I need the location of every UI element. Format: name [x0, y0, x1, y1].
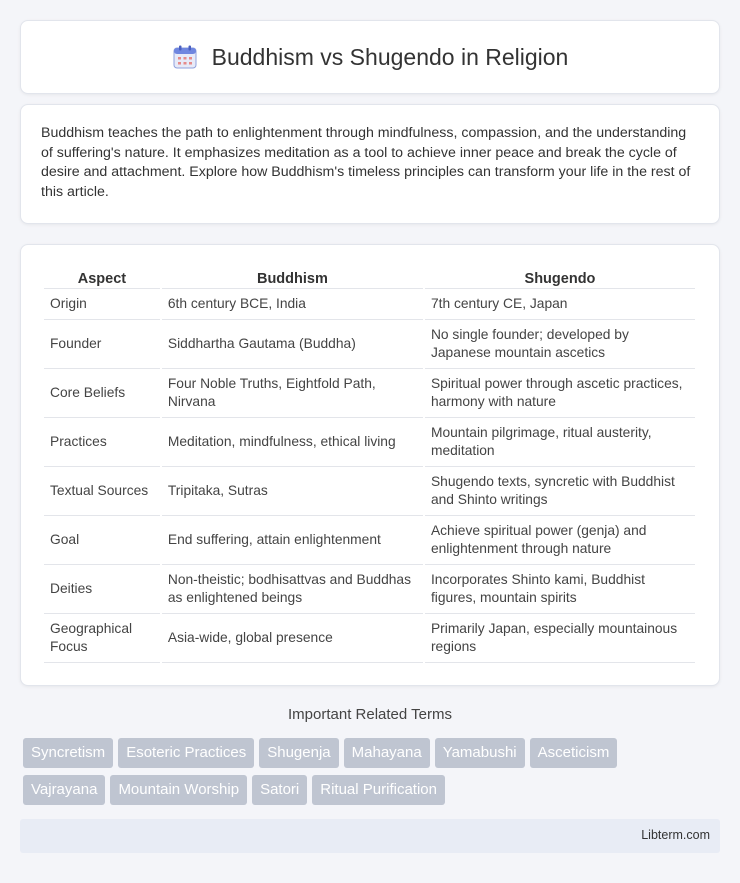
comparison-card	[20, 244, 720, 686]
cell-shugendo: Achieve spiritual power (genja) and enlightenment through nature	[425, 516, 695, 565]
cell-aspect: Goal	[44, 516, 160, 565]
cell-buddhism: End suffering, attain enlightenment	[162, 516, 423, 565]
table-row	[44, 418, 695, 467]
tag-mountain-worship[interactable]: Mountain Worship	[110, 775, 247, 805]
tag-yamabushi[interactable]: Yamabushi	[435, 738, 525, 768]
related-terms-title: Important Related Terms	[288, 706, 452, 723]
tag-asceticism[interactable]: Asceticism	[530, 738, 618, 768]
cell-shugendo: No single founder; developed by Japanese mountain ascetics	[425, 320, 695, 369]
cell-shugendo: Primarily Japan, especially mountainous regions	[425, 614, 695, 663]
header-card	[20, 20, 720, 94]
tag-mahayana[interactable]: Mahayana	[344, 738, 430, 768]
table-row	[44, 516, 695, 565]
table-row	[44, 320, 695, 369]
footer-site-link[interactable]: Libterm.com	[641, 828, 710, 842]
cell-shugendo: Shugendo texts, syncretic with Buddhist and Shinto writings	[425, 467, 695, 516]
table-row	[44, 565, 695, 614]
header-aspect: Aspect	[44, 265, 160, 289]
cell-buddhism: Siddhartha Gautama (Buddha)	[162, 320, 423, 369]
tag-shugenja[interactable]: Shugenja	[259, 738, 338, 768]
tag-ritual-purification[interactable]: Ritual Purification	[312, 775, 445, 805]
cell-shugendo: Mountain pilgrimage, ritual austerity, meditation	[425, 418, 695, 467]
related-terms-tags	[23, 738, 723, 812]
calendar-icon	[172, 44, 198, 70]
cell-aspect: Textual Sources	[44, 467, 160, 516]
header-shugendo: Shugendo	[425, 265, 695, 289]
cell-buddhism: Asia-wide, global presence	[162, 614, 423, 663]
header-buddhism: Buddhism	[162, 265, 423, 289]
cell-shugendo: Incorporates Shinto kami, Buddhist figures, mountain spirits	[425, 565, 695, 614]
cell-shugendo: 7th century CE, Japan	[425, 289, 695, 320]
table-row	[44, 369, 695, 418]
cell-buddhism: Meditation, mindfulness, ethical living	[162, 418, 423, 467]
cell-aspect: Deities	[44, 565, 160, 614]
footer	[20, 819, 720, 853]
tag-esoteric-practices[interactable]: Esoteric Practices	[118, 738, 254, 768]
cell-buddhism: Non-theistic; bodhisattvas and Buddhas as enlightened beings	[162, 565, 423, 614]
cell-buddhism: Tripitaka, Sutras	[162, 467, 423, 516]
page-title: Buddhism vs Shugendo in Religion	[211, 43, 569, 70]
cell-buddhism: Four Noble Truths, Eightfold Path, Nirvana	[162, 369, 423, 418]
cell-shugendo: Spiritual power through ascetic practices, harmony with nature	[425, 369, 695, 418]
cell-buddhism: 6th century BCE, India	[162, 289, 423, 320]
tag-syncretism[interactable]: Syncretism	[23, 738, 113, 768]
comparison-table	[42, 265, 697, 663]
table-row	[44, 614, 695, 663]
intro-card	[20, 104, 720, 224]
cell-aspect: Origin	[44, 289, 160, 320]
tag-satori[interactable]: Satori	[252, 775, 307, 805]
cell-aspect: Founder	[44, 320, 160, 369]
cell-aspect: Core Beliefs	[44, 369, 160, 418]
cell-aspect: Practices	[44, 418, 160, 467]
table-row	[44, 289, 695, 320]
table-header-row	[44, 265, 695, 289]
table-row	[44, 467, 695, 516]
cell-aspect: Geographical Focus	[44, 614, 160, 663]
intro-text: Buddhism teaches the path to enlightenment through mindfulness, compassion, and the understanding of suffering's nature. It emphasizes meditation as a tool to achieve inner peace and break the cycle of desire and attachment. Explore how Buddhism's timeless principles can transform your life in the rest of this article.	[41, 125, 691, 200]
tag-vajrayana[interactable]: Vajrayana	[23, 775, 105, 805]
title-wrap	[172, 44, 569, 71]
